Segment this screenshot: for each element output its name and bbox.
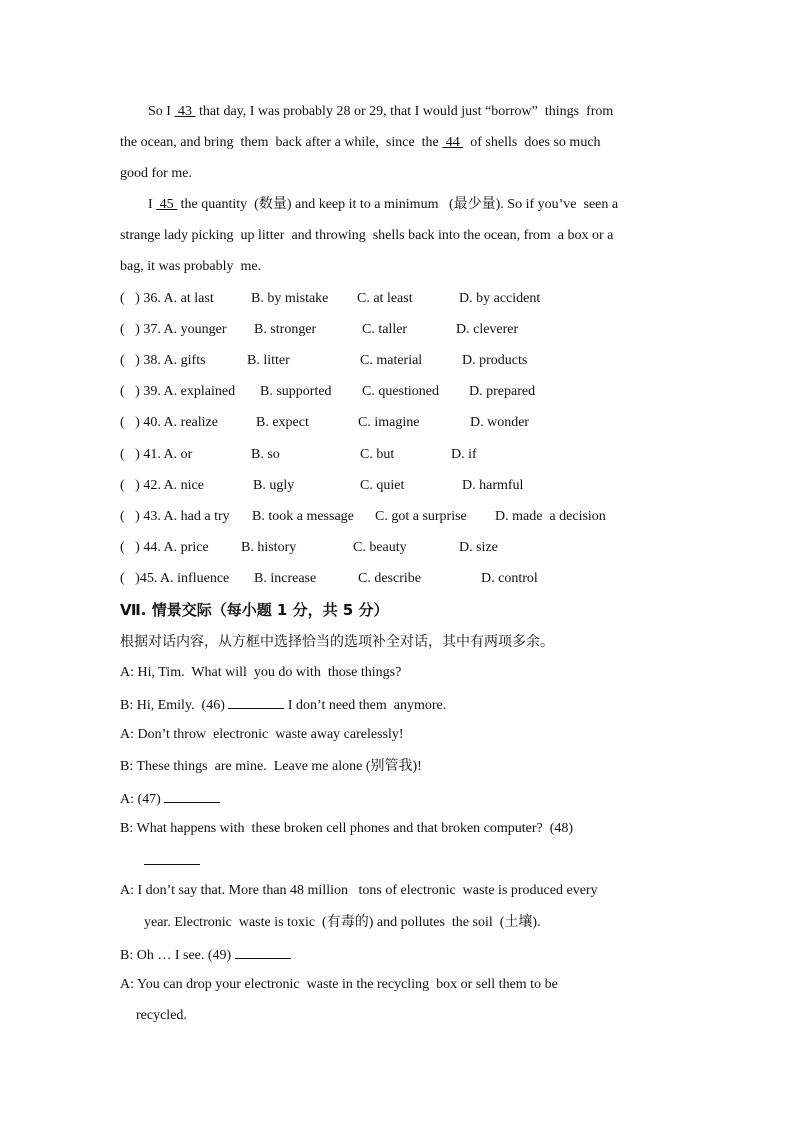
dialogue-text: B: Hi, Emily. (46): [120, 698, 229, 713]
dialogue-line: year. Electronic waste is toxic (有毒的) and pollutes the soil (土壤).: [144, 915, 541, 930]
dialogue-line: recycled.: [136, 1008, 187, 1023]
option-d: D. products: [462, 353, 528, 368]
question-stem: ( ) 40. A. realize: [120, 415, 218, 430]
question-42: [120, 476, 720, 496]
option-c: C. questioned: [362, 384, 439, 399]
dialogue-line: A: Don’t throw electronic waste away carelessly!: [120, 727, 404, 742]
option-d: D. cleverer: [456, 322, 519, 337]
option-b: B. litter: [247, 353, 290, 368]
option-b: B. stronger: [254, 322, 317, 337]
passage-text: the quantity (数量) and keep it to a minimum (最少量). So if you’ve seen a: [177, 197, 619, 212]
dialogue-text: I don’t need them anymore.: [284, 698, 447, 713]
passage-text: of shells does so much: [463, 135, 601, 150]
question-45: [120, 569, 720, 589]
blank-44: 44: [442, 135, 464, 150]
option-d: D. if: [451, 447, 477, 462]
passage-text: So I: [148, 104, 175, 119]
blank-45: 45: [156, 197, 178, 212]
section-instruction: 根据对话内容，从方框中选择恰当的选项补全对话，其中有两项多余。: [120, 634, 554, 650]
question-38: [120, 351, 720, 371]
question-stem: ( ) 41. A. or: [120, 447, 193, 462]
dialogue-line: [120, 694, 446, 716]
option-d: D. wonder: [470, 415, 530, 430]
passage-text: I: [148, 197, 157, 212]
question-39: [120, 382, 720, 402]
option-d: D. made a decision: [495, 509, 606, 524]
option-b: B. supported: [260, 384, 332, 399]
question-36: [120, 289, 720, 309]
option-c: C. material: [360, 353, 423, 368]
section-title: Ⅶ. 情景交际（每小题 1 分，共 5 分）: [120, 601, 389, 619]
question-stem: ( ) 37. A. younger: [120, 322, 227, 337]
dialogue-line: A: Hi, Tim. What will you do with those things?: [120, 665, 402, 680]
dialogue-line: [120, 944, 291, 966]
passage-line: bag, it was probably me.: [120, 259, 262, 274]
blank-46[interactable]: [228, 694, 284, 709]
question-stem: ( ) 42. A. nice: [120, 478, 204, 493]
dialogue-line: B: These things are mine. Leave me alone (别管我)!: [120, 759, 422, 774]
question-stem: ( )45. A. influence: [120, 571, 230, 586]
passage-line: [120, 133, 601, 153]
option-c: C. at least: [357, 291, 413, 306]
option-c: C. but: [360, 447, 395, 462]
option-b: B. ugly: [253, 478, 295, 493]
option-c: C. taller: [362, 322, 408, 337]
blank-47[interactable]: [164, 788, 220, 803]
question-37: [120, 320, 720, 340]
option-b: B. by mistake: [251, 291, 329, 306]
option-d: D. by accident: [459, 291, 541, 306]
option-c: C. imagine: [358, 415, 420, 430]
question-stem: ( ) 44. A. price: [120, 540, 209, 555]
passage-line: strange lady picking up litter and throwing shells back into the ocean, from a box or a: [120, 228, 614, 243]
dialogue-line: B: What happens with these broken cell phones and that broken computer? (48): [120, 821, 574, 836]
option-c: C. describe: [358, 571, 421, 586]
question-44: [120, 538, 720, 558]
option-b: B. took a message: [252, 509, 354, 524]
option-c: C. beauty: [353, 540, 407, 555]
blank-48[interactable]: [144, 850, 200, 865]
option-d: D. control: [481, 571, 538, 586]
question-40: [120, 413, 720, 433]
question-stem: ( ) 43. A. had a try: [120, 509, 230, 524]
passage-line: [148, 102, 613, 122]
dialogue-text: B: Oh … I see. (49): [120, 948, 235, 963]
question-stem: ( ) 38. A. gifts: [120, 353, 206, 368]
question-stem: ( ) 39. A. explained: [120, 384, 236, 399]
option-c: C. got a surprise: [375, 509, 467, 524]
option-b: B. expect: [256, 415, 309, 430]
question-41: [120, 445, 720, 465]
blank-43: 43: [174, 104, 196, 119]
option-d: D. size: [459, 540, 498, 555]
question-43: [120, 507, 720, 527]
dialogue-line: [120, 788, 220, 810]
passage-line: [148, 195, 618, 215]
option-d: D. prepared: [469, 384, 536, 399]
dialogue-line: A: You can drop your electronic waste in the recycling box or sell them to be: [120, 977, 558, 992]
blank-49[interactable]: [235, 944, 291, 959]
dialogue-line: A: I don’t say that. More than 48 million tons of electronic waste is produced every: [120, 883, 598, 898]
option-d: D. harmful: [462, 478, 524, 493]
passage-text: that day, I was probably 28 or 29, that I would just “borrow” things from: [195, 104, 614, 119]
passage-text: the ocean, and bring them back after a while, since the: [120, 135, 443, 150]
dialogue-line: [144, 850, 200, 872]
option-b: B. increase: [254, 571, 317, 586]
dialogue-text: A: (47): [120, 792, 165, 807]
option-c: C. quiet: [360, 478, 405, 493]
passage-line: good for me.: [120, 166, 192, 181]
option-b: B. so: [251, 447, 280, 462]
option-b: B. history: [241, 540, 297, 555]
question-stem: ( ) 36. A. at last: [120, 291, 214, 306]
